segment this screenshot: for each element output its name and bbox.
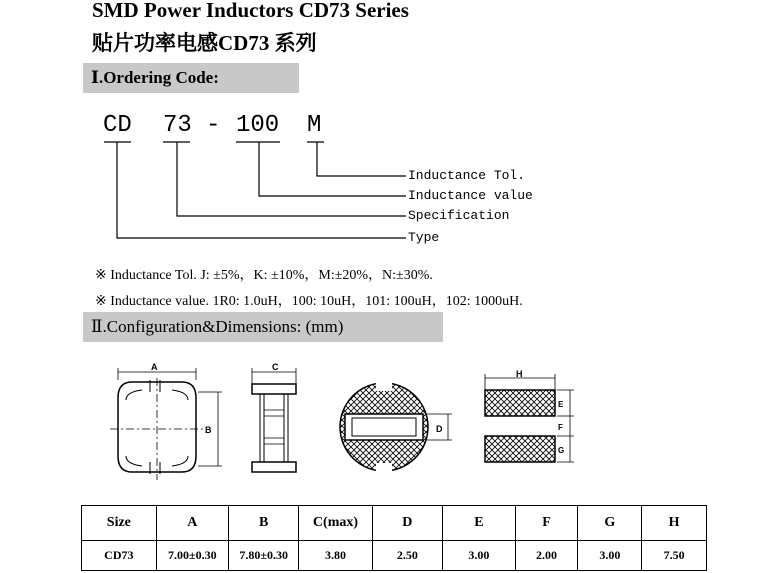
table-header-cell: B <box>229 506 299 541</box>
code-part-spec: 73 <box>163 112 192 139</box>
dim-label-f: F <box>558 423 563 432</box>
note-value: ※ Inductance value. 1R0: 1.0uH，100: 10uH，101: 100uH，102: 1000uH. <box>95 294 523 309</box>
table-header-cell: Size <box>82 506 157 541</box>
table-cell: 3.80 <box>299 541 372 571</box>
table-header-cell: E <box>443 506 516 541</box>
code-part-type: CD <box>103 112 132 139</box>
dim-label-g: G <box>558 446 565 455</box>
page-subtitle-chinese: 贴片功率电感CD73 系列 <box>92 31 317 55</box>
callout-value: Inductance value <box>408 188 533 203</box>
table-cell: 7.00±0.30 <box>156 541 228 571</box>
callout-specification: Specification <box>408 208 510 223</box>
table-cell: 7.50 <box>642 541 707 571</box>
side-view-drawing <box>252 368 296 472</box>
table-header-cell: C(max) <box>299 506 372 541</box>
table-cell: 2.00 <box>515 541 578 571</box>
table-header-row <box>82 506 707 541</box>
dimensions-table <box>81 505 707 571</box>
note-tolerance: ※ Inductance Tol. J: ±5%，K: ±10%，M:±20%，N:±30%. <box>95 268 433 283</box>
section-label: Ⅱ.Configuration&Dimensions: (mm) <box>91 317 344 336</box>
dim-label-a: A <box>151 362 158 372</box>
top-view-drawing <box>110 368 222 480</box>
dim-label-d: D <box>436 424 443 434</box>
page-title: SMD Power Inductors CD73 Series <box>92 0 409 22</box>
table-header-cell: F <box>515 506 578 541</box>
dim-label-e: E <box>558 400 564 409</box>
table-cell: 2.50 <box>372 541 443 571</box>
callout-tolerance: Inductance Tol. <box>408 168 526 183</box>
code-part-value: 100 <box>236 112 280 139</box>
callout-type: Type <box>408 230 440 245</box>
dim-label-c: C <box>272 362 279 372</box>
dim-label-h: H <box>516 369 523 379</box>
table-header-cell: D <box>372 506 443 541</box>
dim-label-b: B <box>205 425 212 435</box>
section-label: Ⅰ.Ordering Code: <box>91 68 219 87</box>
table-cell: 7.80±0.30 <box>229 541 299 571</box>
table-row <box>82 541 707 571</box>
code-part-tol: M <box>307 112 322 139</box>
table-header-cell: H <box>642 506 707 541</box>
table-cell: 3.00 <box>443 541 516 571</box>
table-cell: 3.00 <box>578 541 642 571</box>
table-header-cell: A <box>156 506 228 541</box>
code-part-dash: - <box>206 112 221 139</box>
table-cell: CD73 <box>82 541 157 571</box>
table-header-cell: G <box>578 506 642 541</box>
